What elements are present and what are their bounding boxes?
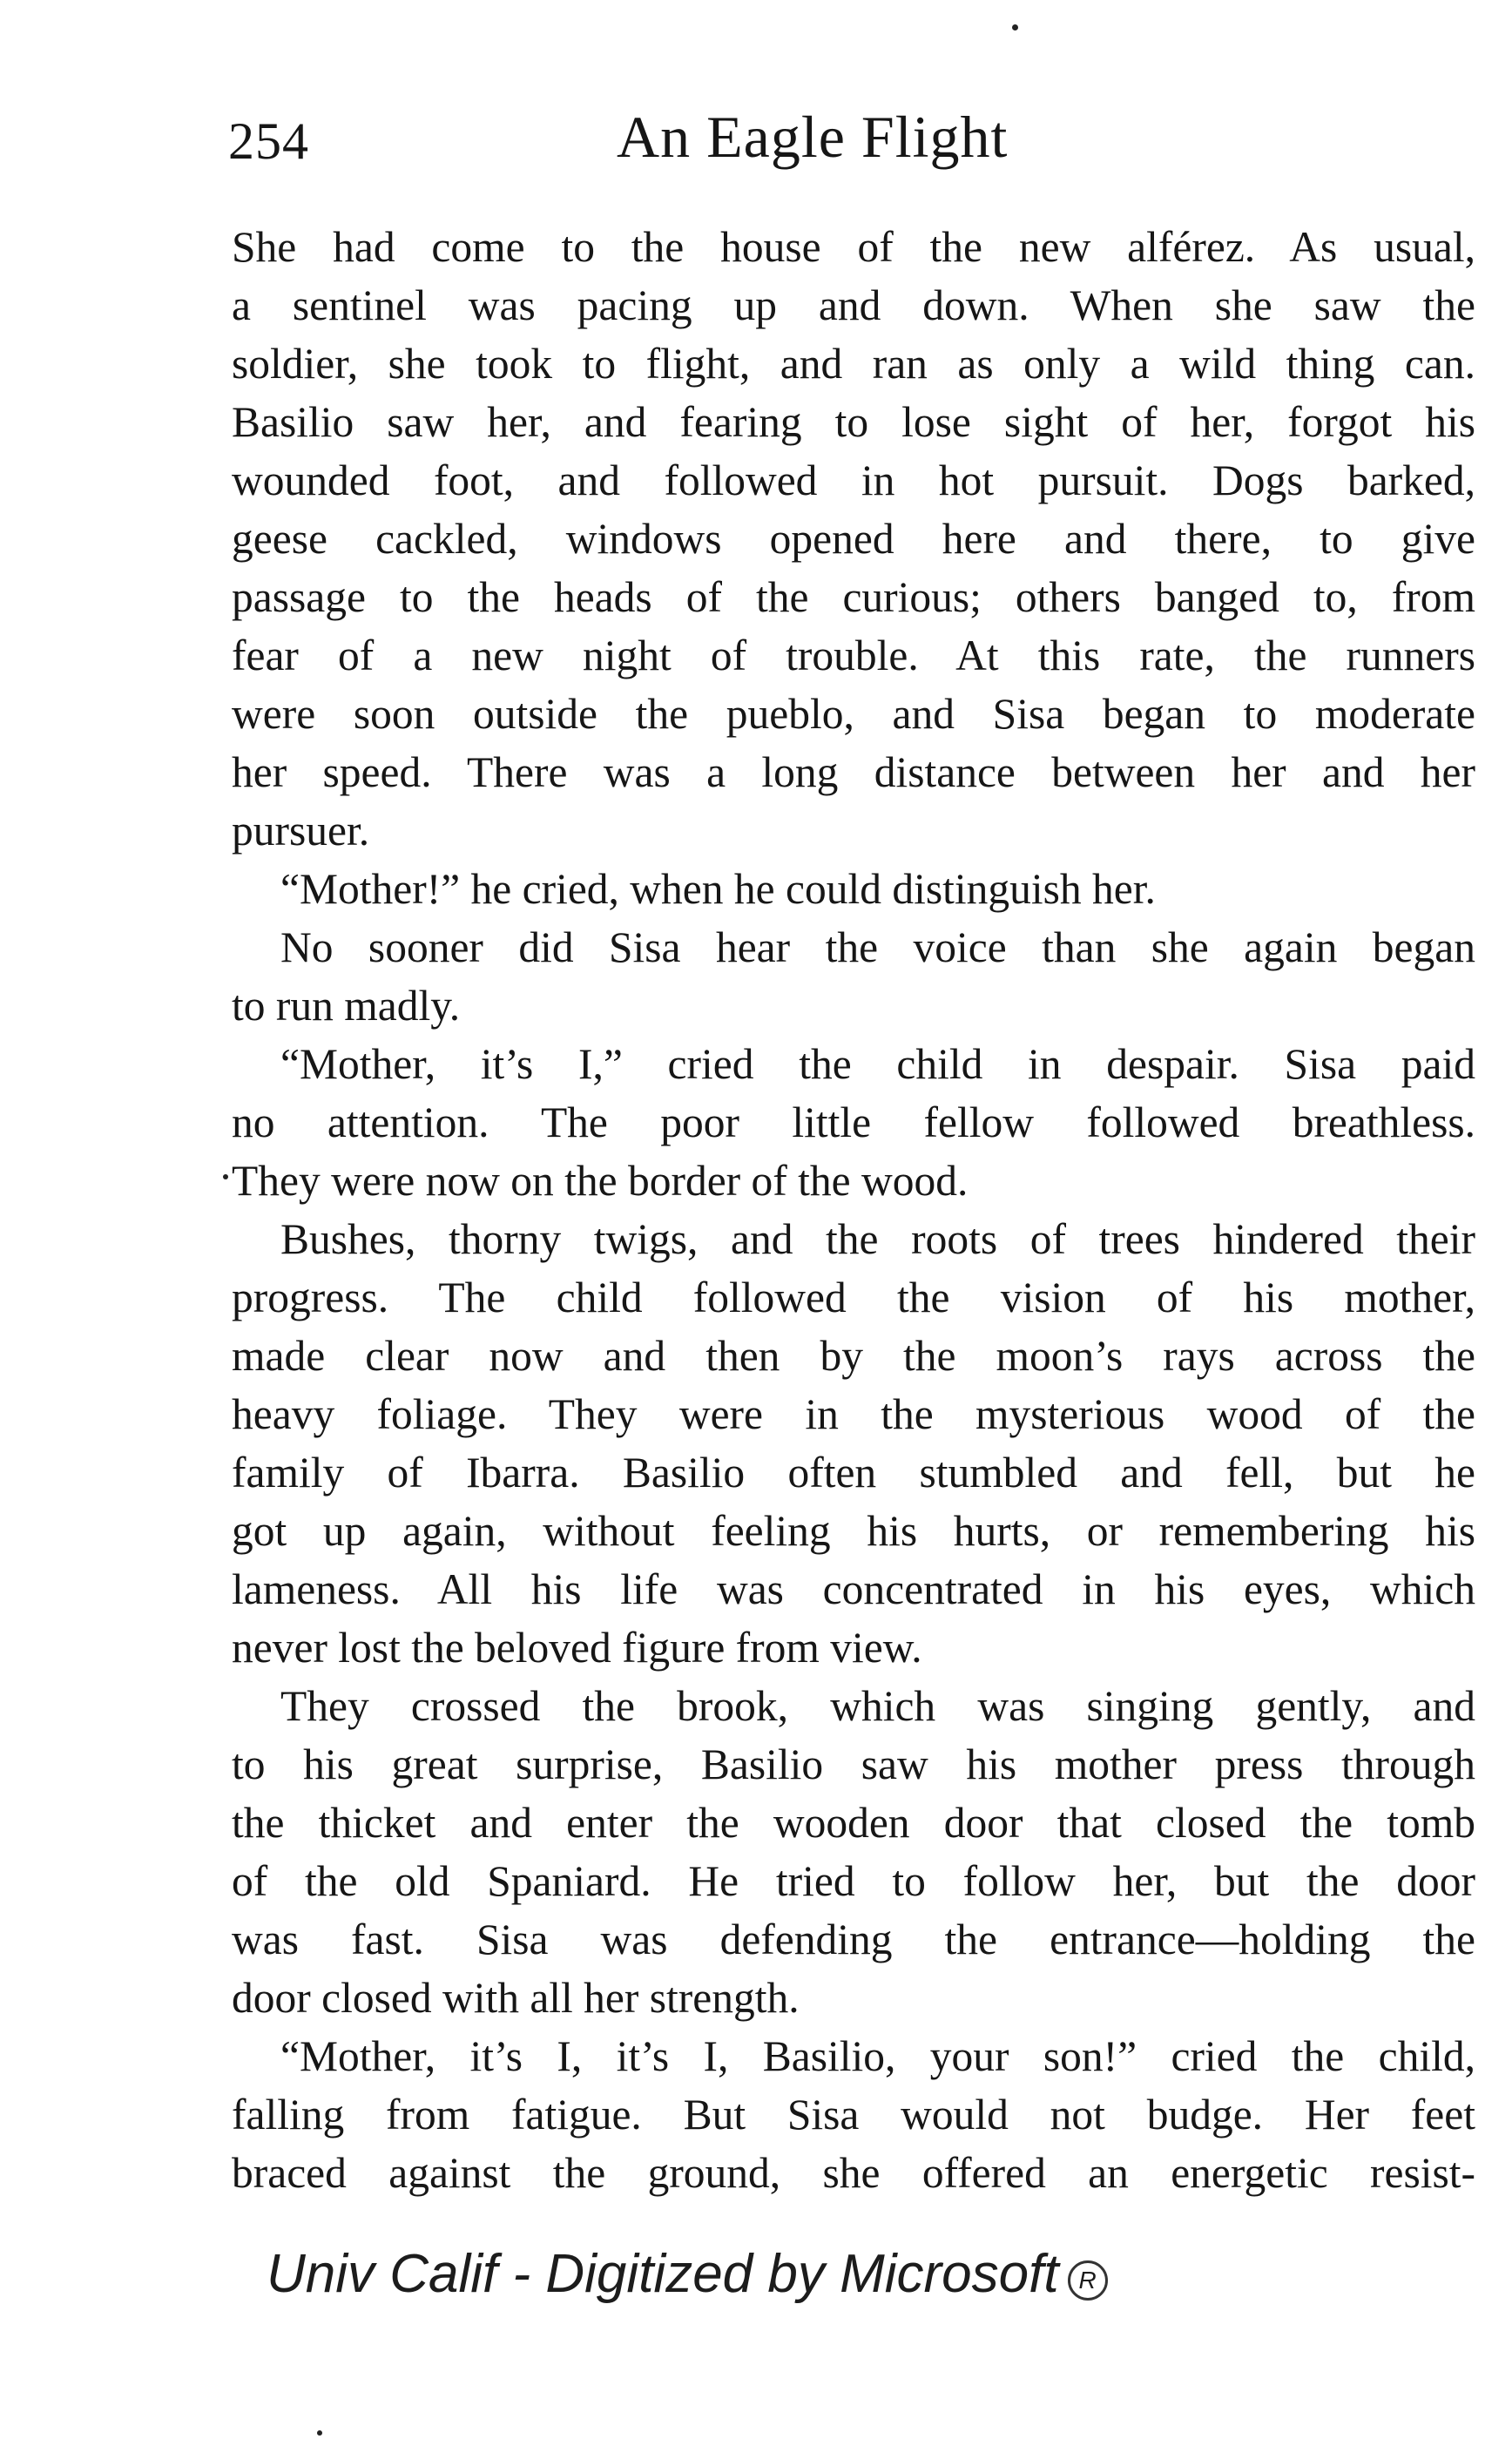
text-line: never lost the beloved figure from view. (232, 1624, 922, 1672)
text-line: heavy foliage. They were in the mysterious wood of the (232, 1390, 1475, 1438)
digitization-watermark (267, 2243, 1108, 2305)
text-line: passage to the heads of the curious; others banged to, from (232, 573, 1475, 621)
text-line: “Mother, it’s I,” cried the child in despair. Sisa paid (280, 1040, 1475, 1088)
paragraph (232, 1210, 1475, 1677)
scan-speck (223, 1174, 228, 1179)
text-line: to run madly. (232, 982, 461, 1030)
text-line: Bushes, thorny twigs, and the roots of trees hindered their (280, 1215, 1475, 1263)
scan-speck (1012, 24, 1018, 30)
text-line: her speed. There was a long distance between her and her (232, 748, 1475, 796)
text-line: wounded foot, and followed in hot pursuit. Dogs barked, (232, 456, 1475, 504)
text-line: She had come to the house of the new alférez. As usual, (232, 223, 1475, 271)
text-line: were soon outside the pueblo, and Sisa began to moderate (232, 690, 1475, 738)
text-line: progress. The child followed the vision of his mother, (232, 1274, 1475, 1321)
scan-speck (317, 2430, 322, 2436)
text-line: geese cackled, windows opened here and there, to give (232, 515, 1475, 563)
watermark-text: Univ Calif - Digitized by Microsoft (267, 2244, 1059, 2304)
running-title: An Eagle Flight (617, 104, 1009, 170)
text-line: to his great surprise, Basilio saw his mother press through (232, 1740, 1475, 1788)
text-line: pursuer. (232, 807, 370, 855)
text-line: door closed with all her strength. (232, 1974, 800, 2022)
text-line: No sooner did Sisa hear the voice than she again began (280, 923, 1475, 971)
paragraph (232, 1035, 1475, 1210)
paragraph (232, 918, 1475, 1035)
paragraph (232, 860, 1475, 918)
text-line: falling from fatigue. But Sisa would not budge. Her feet (232, 2091, 1475, 2139)
paragraph (232, 1677, 1475, 2027)
text-line: got up again, without feeling his hurts, or remembering his (232, 1507, 1475, 1555)
paragraph (232, 218, 1475, 860)
paragraph (232, 2027, 1475, 2202)
text-line: soldier, she took to flight, and ran as only a wild thing can. (232, 340, 1475, 388)
text-line: “Mother, it’s I, it’s I, Basilio, your son!” cried the child, (280, 2032, 1475, 2080)
text-line: the thicket and enter the wooden door that closed the tomb (232, 1799, 1475, 1847)
page-header (228, 103, 1475, 181)
text-line: of the old Spaniard. He tried to follow her, but the door (232, 1857, 1475, 1905)
text-line: lameness. All his life was concentrated in his eyes, which (232, 1565, 1475, 1613)
text-line: made clear now and then by the moon’s rays across the (232, 1332, 1475, 1380)
body-text (232, 218, 1475, 2202)
text-line: Basilio saw her, and fearing to lose sight of her, forgot his (232, 398, 1475, 446)
text-line: no attention. The poor little fellow followed breathless. (232, 1098, 1475, 1146)
text-line: family of Ibarra. Basilio often stumbled and fell, but he (232, 1449, 1475, 1497)
text-line: was fast. Sisa was defending the entrance—holding the (232, 1916, 1475, 1963)
text-line: braced against the ground, she offered an energetic resist- (232, 2149, 1475, 2197)
text-line: They were now on the border of the wood. (232, 1157, 969, 1205)
text-line: “Mother!” he cried, when he could distinguish her. (280, 865, 1156, 913)
text-line: They crossed the brook, which was singing gently, and (280, 1682, 1475, 1730)
page-number: 254 (228, 112, 309, 170)
text-line: fear of a new night of trouble. At this rate, the runners (232, 632, 1475, 679)
registered-mark-icon: R (1068, 2260, 1108, 2301)
text-line: a sentinel was pacing up and down. When she saw the (232, 281, 1475, 329)
